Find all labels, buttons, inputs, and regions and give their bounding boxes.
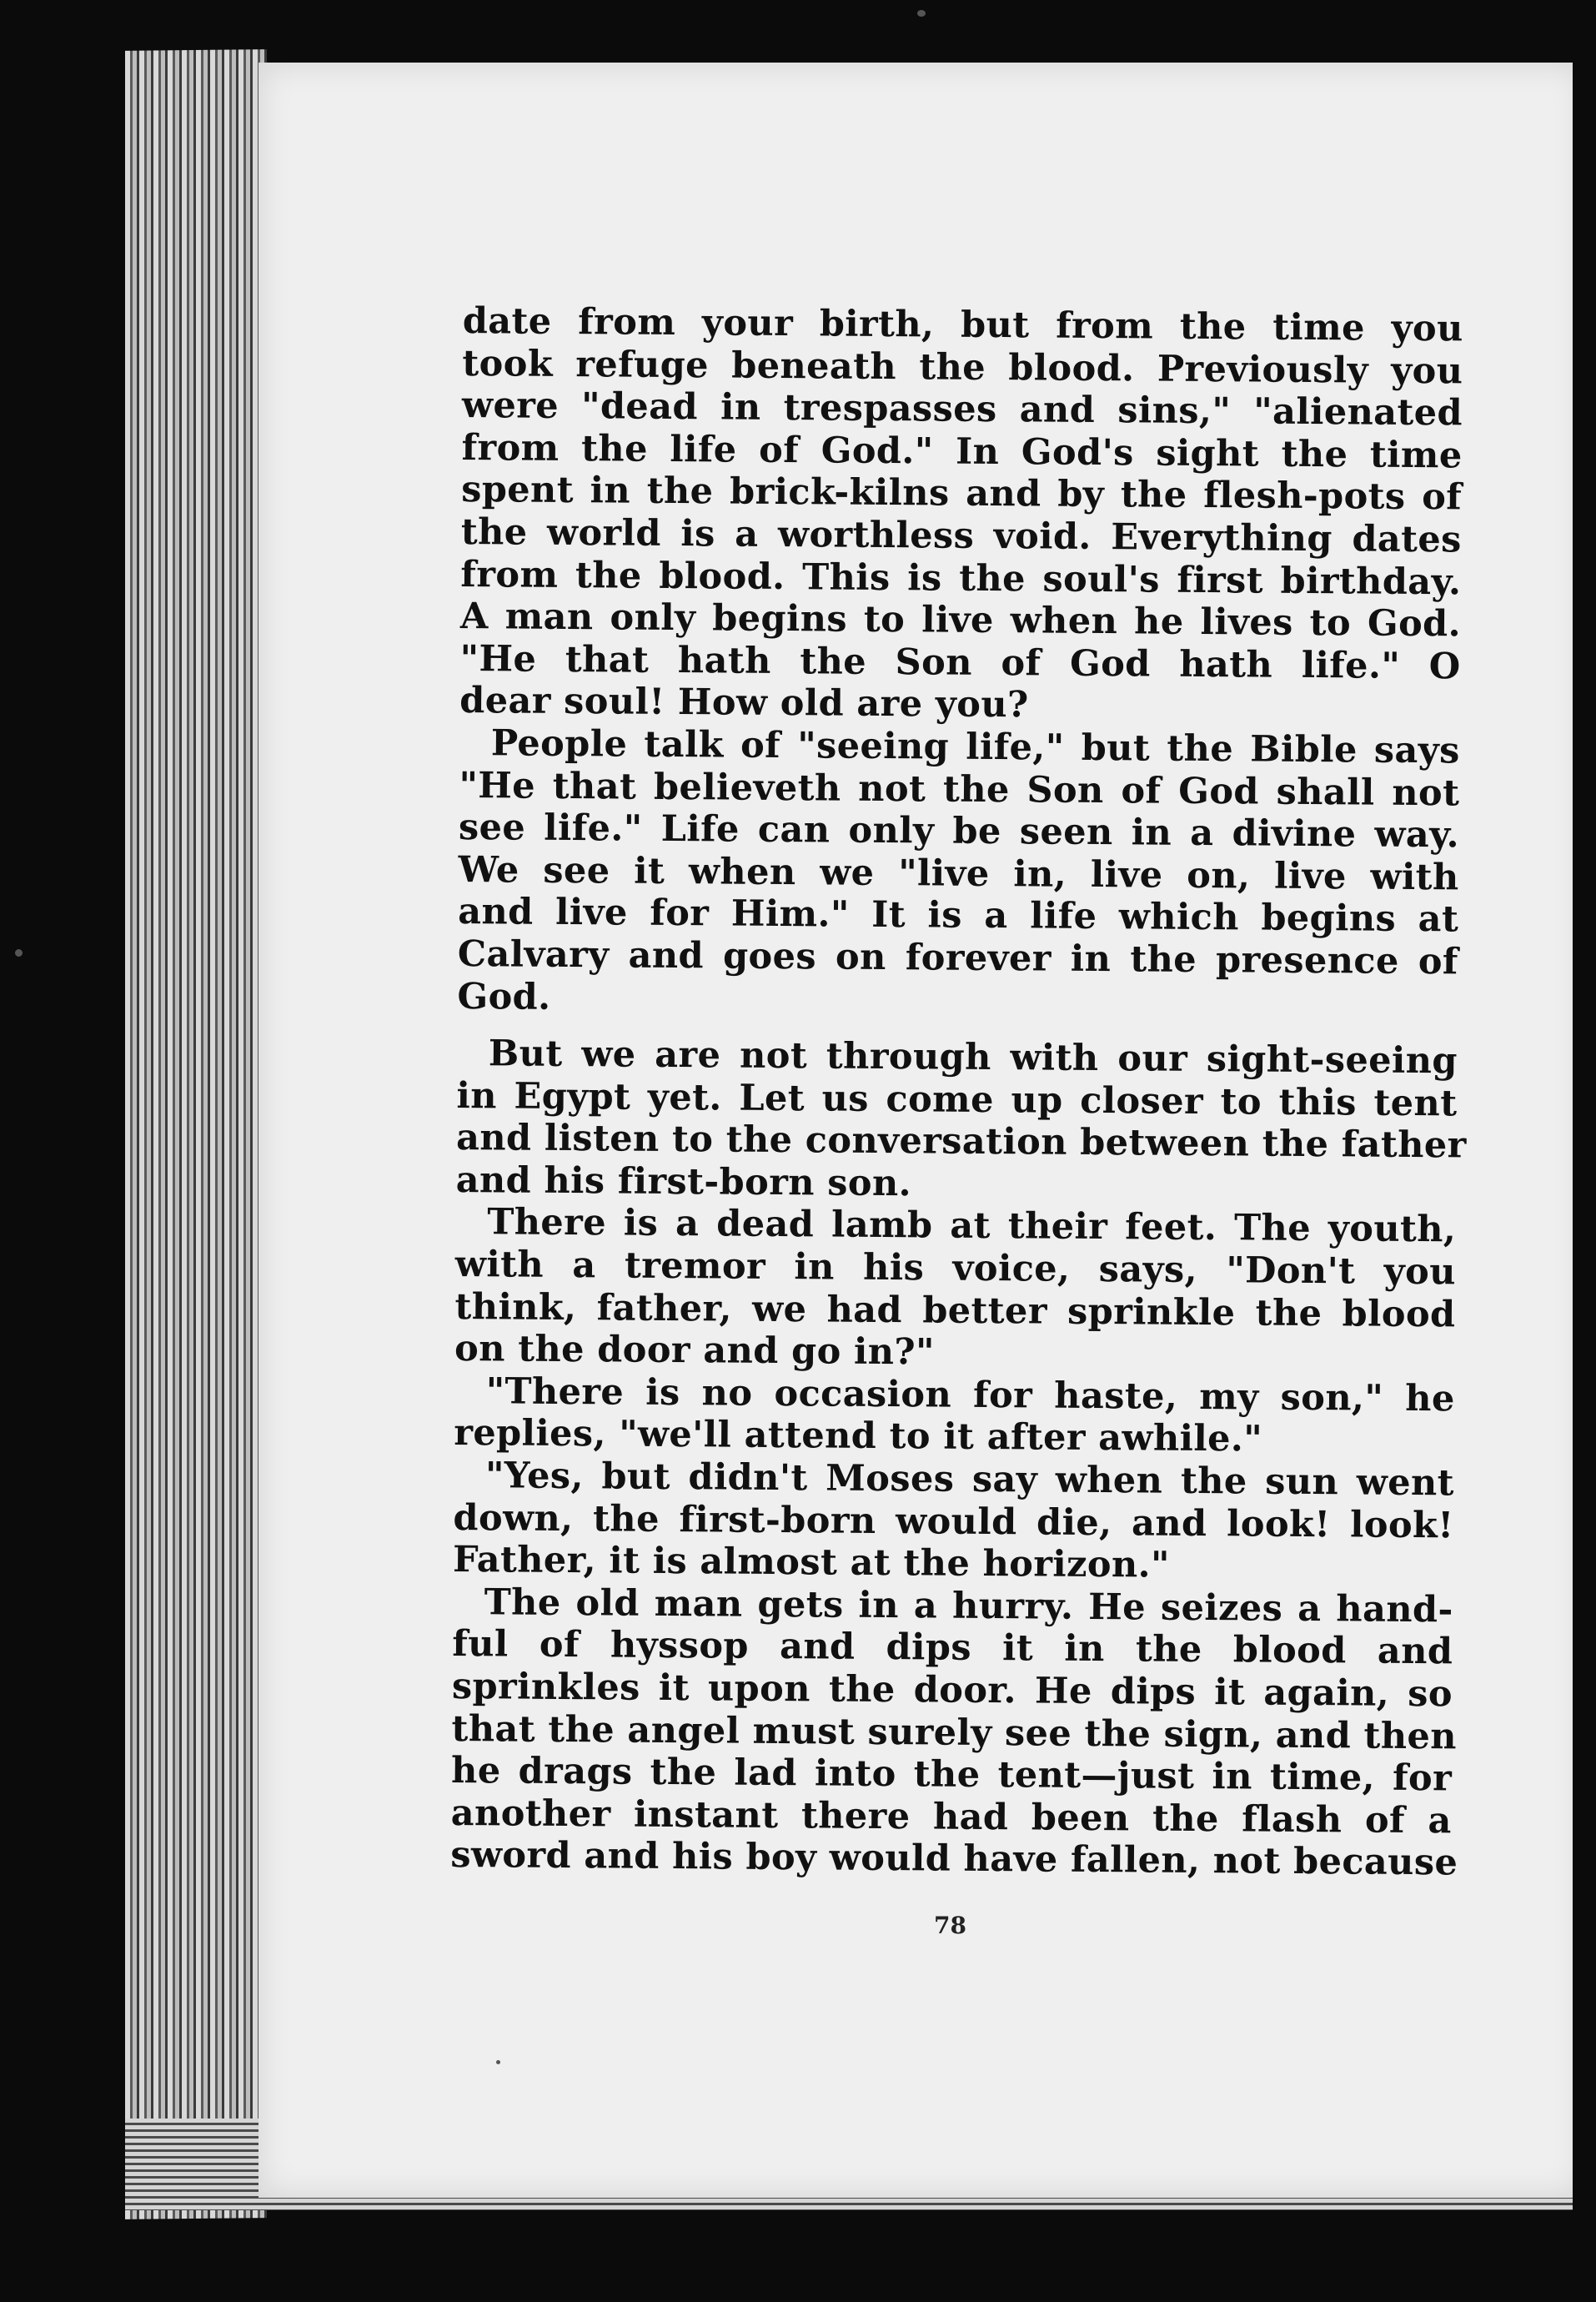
text-line: Calvary and goes on forever in the presence of	[457, 932, 1459, 983]
text-line: that the angel must surely see the sign, and then	[451, 1707, 1458, 1758]
text-line: with a tremor in his voice, says, "Don't you	[454, 1244, 1457, 1294]
dust-speck	[496, 2060, 500, 2064]
text-line: God.	[457, 975, 551, 1018]
scan-border-right	[1573, 0, 1596, 2302]
text-line: Father, it is almost at the horizon."	[452, 1539, 1171, 1586]
text-line: "He that believeth not the Son of God shall not	[459, 764, 1460, 814]
text-line: "Yes, but didn't Moses say when the sun went	[484, 1455, 1455, 1505]
text-line: But we are not through with our sight-seeing	[488, 1033, 1458, 1083]
text-line: in Egypt yet. Let us come up closer to this tent	[456, 1074, 1458, 1125]
text-line: from the blood. This is the soul's first birthday.	[460, 553, 1462, 603]
text-line: see life." Life can only be seen in a divine way.	[458, 807, 1460, 857]
text-line: sprinkles it upon the door. He dips it again, so	[451, 1665, 1453, 1716]
text-line: We see it when we "live in, live on, live with	[458, 848, 1459, 899]
text-line: The old man gets in a hurry. He seizes a hand-	[484, 1581, 1453, 1631]
text-line: replies, "we'll attend to it after awhile."	[454, 1412, 1263, 1461]
text-line: sword and his boy would have fallen, not because	[450, 1834, 1458, 1884]
text-line: "He that hath the Son of God hath life." O	[459, 637, 1461, 688]
text-line: think, father, we had better sprinkle the blood	[454, 1285, 1456, 1336]
text-line: date from your birth, but from the time you	[462, 300, 1463, 350]
text-line: dear soul! How old are you?	[459, 680, 1029, 726]
text-line: he drags the lad into the tent—just in time, for	[450, 1750, 1453, 1800]
text-line: "There is no occasion for haste, my son," he	[485, 1370, 1455, 1420]
text-line: from the life of God." In God's sight the time	[461, 426, 1463, 477]
text-line: another instant there had been the flash of a	[450, 1792, 1452, 1842]
page-edges-left	[125, 49, 267, 2219]
text-line: and live for Him." It is a life which begins at	[458, 891, 1459, 941]
text-line: A man only begins to live when he lives to God.	[459, 596, 1462, 646]
text-line: the world is a worthless void. Everything dates	[460, 510, 1462, 561]
dust-speck	[917, 10, 926, 17]
text-line: and his first-born son.	[455, 1159, 912, 1205]
dust-speck	[15, 949, 23, 957]
body-text	[450, 300, 1467, 1884]
text-line: People talk of "seeing life," but the Bible says	[490, 722, 1460, 772]
text-line: There is a dead lamb at their feet. The youth,	[487, 1201, 1457, 1251]
page-number: 78	[934, 1912, 966, 1939]
text-line: down, the first-born would die, and look! look!	[453, 1496, 1454, 1547]
text-line: were "dead in trespasses and sins," "alienated	[461, 385, 1463, 435]
text-line: spent in the brick-kilns and by the flesh-pots of	[461, 469, 1463, 519]
text-line: and listen to the conversation between the father	[455, 1117, 1467, 1167]
text-line: on the door and go in?"	[454, 1328, 936, 1374]
text-line: took refuge beneath the blood. Previously you	[462, 342, 1463, 393]
text-line: ful of hyssop and dips it in the blood and	[452, 1623, 1453, 1673]
